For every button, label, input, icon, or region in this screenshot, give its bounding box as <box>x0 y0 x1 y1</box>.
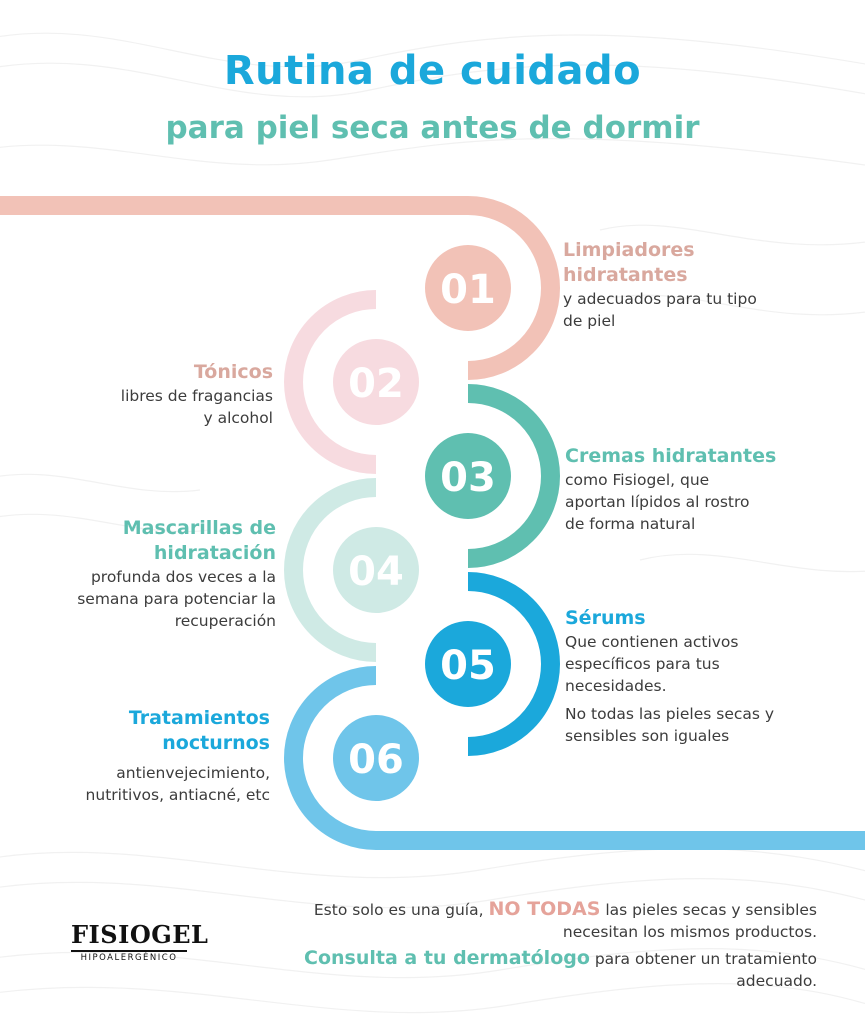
step-05-description-line: específicos para tus <box>565 655 720 673</box>
step-05-text <box>565 606 825 747</box>
step-01-description-line: de piel <box>563 312 616 330</box>
step-05-heading <box>565 606 825 631</box>
step-02-heading <box>60 360 273 385</box>
step-06-heading-line: Tratamientos <box>128 707 270 729</box>
step-05-note-line: No todas las pieles secas y <box>565 705 775 723</box>
step-03-description-line: como Fisiogel, que <box>565 471 710 489</box>
footer-line-1-post: las pieles secas y sensibles necesitan los mismos productos. <box>562 901 817 941</box>
step-03-description-line: de forma natural <box>565 515 696 533</box>
step-04-description-line: profunda dos veces a la <box>90 568 276 586</box>
step-01-description-line: y adecuados para tu tipo <box>563 290 757 308</box>
step-06-text <box>40 706 270 806</box>
footer-line-2 <box>257 947 817 992</box>
step-05-number: 05 <box>440 643 496 689</box>
page-subtitle: para piel seca antes de dormir <box>165 110 700 146</box>
footer-line-1-pre: Esto solo es una guía, <box>313 901 489 919</box>
step-03-heading-line: Cremas hidratantes <box>565 445 777 467</box>
step-03-text <box>565 444 825 535</box>
logo-tagline: HIPOALERGÉNICO <box>80 953 178 963</box>
page-title: Rutina de cuidado <box>223 48 642 94</box>
step-01-heading-line: Limpiadores <box>563 239 695 261</box>
step-06-heading <box>40 706 270 756</box>
step-01-heading <box>563 238 823 288</box>
step-02-description-line: y alcohol <box>203 409 273 427</box>
step-03-heading <box>565 444 825 469</box>
step-01-heading-line: hidratantes <box>563 264 688 286</box>
step-02-text <box>60 360 273 429</box>
logo-rule <box>71 950 187 952</box>
step-02-description <box>60 385 273 429</box>
step-06-description-line: nutritivos, antiacné, etc <box>85 786 270 804</box>
step-04-description <box>40 566 276 632</box>
logo-name: FISIOGEL <box>71 920 209 949</box>
step-02-number: 02 <box>348 361 404 407</box>
step-04-heading-line: hidratación <box>153 542 276 564</box>
step-01-text <box>563 238 823 332</box>
footer-note <box>257 898 817 992</box>
step-06-description <box>40 762 270 806</box>
step-01-number: 01 <box>440 267 496 313</box>
step-06-heading-line: nocturnos <box>162 732 270 754</box>
step-05-description-line: necesidades. <box>565 677 667 695</box>
step-02-description-line: libres de fragancias <box>120 387 273 405</box>
footer-line-2-post: para obtener un tratamiento adecuado. <box>589 950 817 990</box>
step-03-description-line: aportan lípidos al rostro <box>565 493 750 511</box>
step-05-description-line: Que contienen activos <box>565 633 739 651</box>
step-04-number: 04 <box>348 549 404 595</box>
step-03-description <box>565 469 825 535</box>
step-03-number: 03 <box>440 455 496 501</box>
step-04-heading <box>40 516 276 566</box>
step-05-note-line: sensibles son iguales <box>565 727 730 745</box>
step-06-description-line: antienvejecimiento, <box>116 764 270 782</box>
step-01-description <box>563 288 823 332</box>
step-05-note <box>565 703 825 747</box>
step-04-text <box>40 516 276 632</box>
fisiogel-logo <box>71 920 209 963</box>
step-04-description-line: semana para potenciar la <box>77 590 276 608</box>
step-02-heading-line: Tónicos <box>193 361 273 383</box>
step-04-heading-line: Mascarillas de <box>122 517 276 539</box>
footer-highlight-consulta: Consulta a tu dermatólogo <box>304 947 590 969</box>
footer-line-1 <box>257 898 817 943</box>
step-04-description-line: recuperación <box>174 612 276 630</box>
footer-highlight-no-todas: NO TODAS <box>488 898 601 920</box>
step-05-description <box>565 631 825 697</box>
step-05-heading-line: Sérums <box>565 607 646 629</box>
step-06-number: 06 <box>348 737 404 783</box>
